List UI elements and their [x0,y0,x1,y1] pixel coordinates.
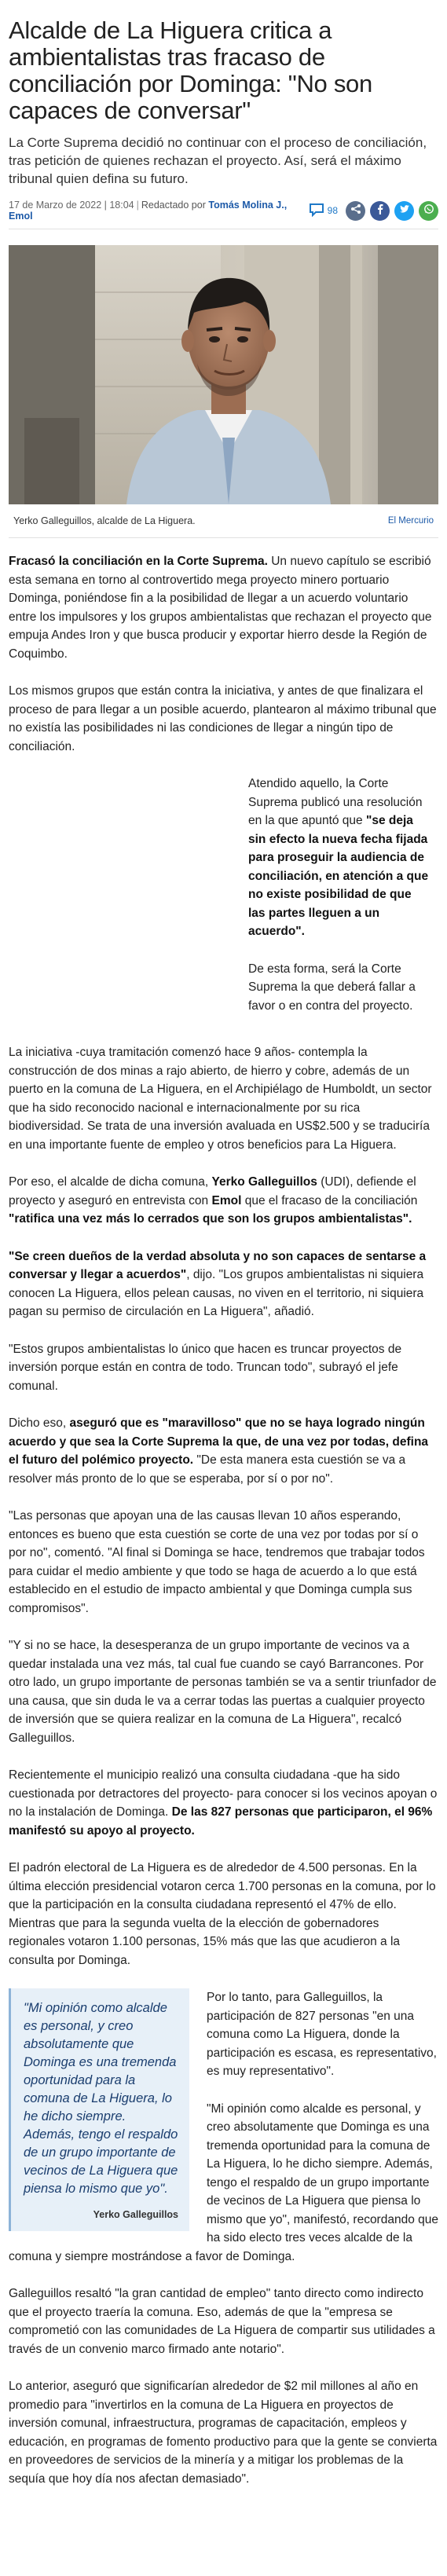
twitter-icon [399,203,410,218]
pull-quote [9,1988,189,2231]
paragraph-10 [9,1766,438,1840]
p7c: "De esta manera esta cuestión se va a resolver más pronto de lo que se esperaba, por sí o por no". [9,1453,406,1486]
p4-emol: Emol [211,1193,242,1207]
sidebar-box [248,775,429,1034]
p7a: Dicho eso, [9,1416,70,1430]
p1-text: Un nuevo capítulo se escribió esta semana en torno al controvertido mega proyecto minero portuario Dominga, poniéndose fin a la posibilidad de llegar a un acuerdo voluntario entre los impulsores y los grupos ambientalistas que rechazan el proyecto que empuja Andes Iron y que busca producir y exportar hierro desde la Región de Coquimbo. [9,555,432,661]
comments-button[interactable] [309,203,338,219]
comment-bubble-icon [309,203,324,219]
sidebar-paragraph-2: De esta forma, será la Corte Suprema la que deberá fallar a favor o en contra del proyecto. [248,962,416,1013]
paragraph-14: Galleguillos resaltó "la gran cantidad de empleo" tanto directo como indirecto que el proyecto traería la comuna. Eso, además de que la "empresa se comprometió con las comunidades de La Higuera de compartir sus utilidades a través de un convenio marco firmado ante notario". [9,2287,435,2356]
article-meta [9,199,438,229]
whatsapp-share-button[interactable] [419,201,438,221]
twitter-share-button[interactable] [394,201,414,221]
comments-count: 98 [327,205,338,216]
p1-bold: Fracasó la conciliación en la Corte Suprema. [9,555,268,568]
p10-bold: De las 827 personas que participaron, el 96% manifestó su apoyo al proyecto. [9,1805,433,1838]
paragraph-6: "Estos grupos ambientalistas lo único que hacen es truncar proyectos de inversión porque están en contra de todo. Truncan todo", subrayó el jefe comunal. [9,1342,402,1393]
p5-text: , dijo. "Los grupos ambientalistas ni siquiera conocen La Higuera, ellos pelean causas, no viven en el territorio, ni siquiera pagan su permiso de circulación en La Higuera", añadió. [9,1268,424,1318]
paragraph-4 [9,1173,438,1229]
mayor-portrait-image [9,245,438,504]
pull-quote-text: "Mi opinión como alcalde es personal, y creo absolutamente que Dominga es una tremenda oportunidad para la comuna de La Higuera, lo he dicho siempre. Además, tengo el respaldo de un grupo importante de vecinos de La Higuera que piensa lo mismo que yo". [24,2001,178,2196]
share-button[interactable] [346,201,365,221]
p4-mayor-name: Yerko Galleguillos [211,1175,317,1189]
mayor-photo [9,245,438,504]
p4-quote: "ratifica una vez más lo cerrados que son los grupos ambientalistas". [9,1212,412,1226]
paragraph-1 [9,552,438,663]
paragraph-12: Por lo tanto, para Galleguillos, la participación de 827 personas "en una comuna como La Higuera, donde la participación es escasa, es representativo, es muy representativo". [207,1991,437,2078]
whatsapp-icon [423,203,434,218]
author-link[interactable]: Tomás Molina J., Emol [9,200,288,222]
p4a: Por eso, el alcalde de dicha comuna, [9,1175,212,1189]
paragraph-9: "Y si no se hace, la desesperanza de un grupo importante de vecinos va a quedar instalada una vez más, tal cual fue cuando se cayó Barrancones. Por otro lado, un grupo importante de personas también se va a sentir triunfador de una causa, que sin duda le va a cerrar todas las puertas a cualquier proyecto de inversión que se quiera realizar en la comuna de La Higuera", recalcó Galleguillos. [9,1639,437,1745]
p4e: que el fracaso de la conciliación [241,1193,418,1207]
paragraph-3: La iniciativa -cuya tramitación comenzó hace 9 años- contempla la construcción de dos minas a rajo abierto, de hierro y cobre, además de un puerto en la comuna de La Higuera, en el Archipiélago de Humboldt, un sector que ha sido reconocido nacional e internacionalmente por su rica biodiversidad. Se trata de una inversión avaluada en US$2.500 y se traduciría en una importante fuente de empleo y otros beneficios para La Higuera. [9,1046,432,1152]
paragraph-7 [9,1414,438,1488]
paragraph-8: "Las personas que apoyan una de las causas llevan 10 años esperando, entonces es bueno que esta cuestión se corte de una vez por todas por sí o por no", comentó. "Al final si Dominga se hace, tendremos que trabajar todos para cuidar el medio ambiente y que todo se haga de acuerdo a lo que está establecido en el estudio de impacto ambiental y que Dominga cumpla sus compromisos". [9,1509,425,1615]
paragraph-5 [9,1248,438,1321]
byline: 17 de Marzo de 2022 | 18:04 | Redactado por Tomás Molina J., Emol [9,200,288,222]
byline-prefix: Redactado por [141,200,206,211]
paragraph-11: El padrón electoral de La Higuera es de alrededor de 4.500 personas. En la última elección presidencial votaron cerca 1.700 personas en la comuna, por lo que la participación en la consulta ciudadana representó el 47% de ello. Mientras que para la segunda vuelta de la elección de gobernadores regionales votaron 1.100 personas, 15% más que las que acudieron a la consulta por Dominga. [9,1861,436,1967]
pull-quote-author: Yerko Galleguillos [93,2209,178,2220]
paragraph-13: "Mi opinión como alcalde es personal, y creo absolutamente que Dominga es una tremenda oportunidad para la comuna de La Higuera, lo he dicho siempre. Además, tengo el respaldo de un grupo importante de vecinos de La Higuera que piensa lo mismo que yo", manifestó, recordando que ha sido electo tres veces alcalde de la comuna y siempre mostrándose a favor de Dominga. [9,2101,438,2263]
article-lead: La Corte Suprema decidió no continuar con el proceso de conciliación, tras petición de quienes rechazan el proyecto. Así, será el máximo tribunal quien defina su futuro. [9,135,427,186]
paragraph-15: Lo anterior, aseguró que significarían alrededor de $2 mil millones al año en promedio para "invertirlos en la comuna de La Higuera en proyectos de inversión comunal, infraestructura, programas de capacitación, empleos y educación, en programas de fomento productivo para que la gente se convierta en proveedores de servicios de la minería y a mitigar los problemas de la sequía que hoy día nos afectan demasiado". [9,2380,438,2486]
photo-caption-bar [9,504,438,538]
share-toolbar [309,201,438,221]
paragraph-2: Los mismos grupos que están contra la iniciativa, y antes de que finalizara el proceso de para llegar a un posible acuerdo, plantearon al máximo tribunal que no existía las posibilidades ni las condiciones de llegar a ningún tipo de conciliación. [9,684,437,753]
article-title: Alcalde de La Higuera critica a ambientalistas tras fracaso de conciliación por Dominga: "No son capaces de conversar" [9,16,372,124]
article-figure [9,245,438,538]
p4c: (UDI), defiende el proyecto y aseguró en entrevista con [9,1175,416,1207]
article-date: 17 de Marzo de 2022 | 18:04 [9,200,134,211]
p10-text: Recientemente el municipio realizó una consulta ciudadana -que ha sido cuestionada por detractores del proyecto- para conocer si los vecinos apoyan o no la instalación de Dominga. [9,1768,438,1819]
photo-caption: Yerko Galleguillos, alcalde de La Higuera. [13,515,196,526]
side1-text: Atendido aquello, la Corte Suprema publicó una resolución en la que apuntó que [248,777,423,827]
p5-bold: "Se creen dueños de la verdad absoluta y no son capaces de sentarse a conversar y llegar a acuerdos" [9,1249,427,1281]
facebook-icon [375,203,386,218]
p7-bold: aseguró que es "maravilloso" que no se haya logrado ningún acuerdo y que sea la Corte Suprema la que, de una vez por todas, defina el futuro del polémico proyecto. [9,1416,429,1467]
facebook-share-button[interactable] [370,201,390,221]
side1-bold: "se deja sin efecto la nueva fecha fijada para proseguir la audiencia de conciliación, en atención a que no existe posibilidad de que las partes lleguen a un acuerdo". [248,814,429,938]
photo-credit: El Mercurio [387,516,434,526]
share-icon [350,203,361,218]
sidebar-paragraph-1 [248,775,429,941]
